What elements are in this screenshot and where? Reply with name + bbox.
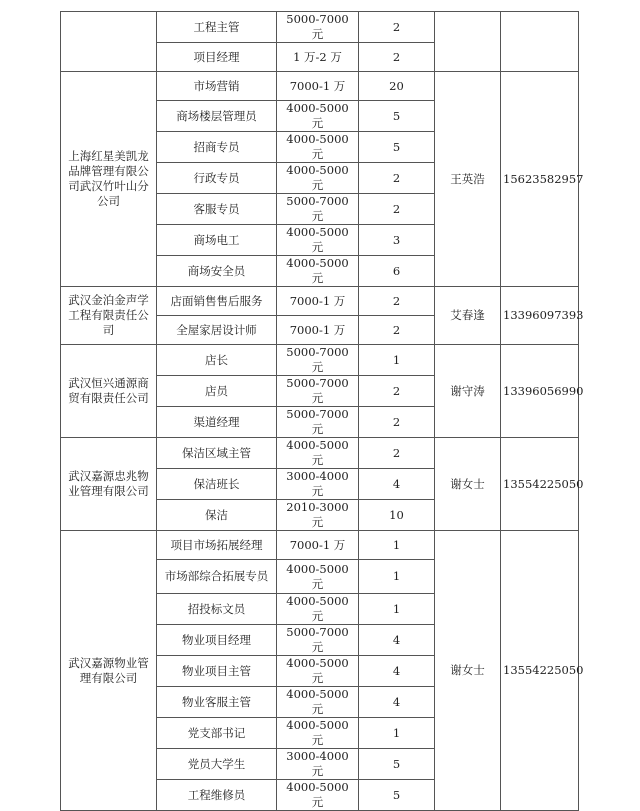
count-cell: 1	[359, 345, 435, 376]
count-cell: 2	[359, 194, 435, 225]
table-row	[61, 287, 579, 316]
table-row	[61, 531, 579, 560]
contact-cell	[435, 12, 501, 72]
count-cell: 5	[359, 101, 435, 132]
recruitment-table	[60, 11, 584, 811]
count-cell: 3	[359, 225, 435, 256]
salary-cell: 4000-5000 元	[277, 163, 359, 194]
contact-cell: 谢女士	[435, 531, 501, 811]
count-cell: 10	[359, 500, 435, 531]
position-cell: 物业项目经理	[157, 625, 277, 656]
contact-cell: 谢守涛	[435, 345, 501, 438]
count-cell: 1	[359, 560, 435, 594]
count-cell: 5	[359, 749, 435, 780]
salary-cell: 5000-7000 元	[277, 625, 359, 656]
count-cell: 1	[359, 718, 435, 749]
phone-cell: 13396097393	[501, 287, 579, 345]
position-cell: 党支部书记	[157, 718, 277, 749]
phone-cell: 13396056990	[501, 345, 579, 438]
company-cell: 武汉恒兴通源商贸有限责任公司	[61, 345, 157, 438]
count-cell: 4	[359, 469, 435, 500]
company-cell: 上海红星美凯龙品牌管理有限公司武汉竹叶山分公司	[61, 72, 157, 287]
position-cell: 店员	[157, 376, 277, 407]
salary-cell: 1 万-2 万	[277, 43, 359, 72]
position-cell: 全屋家居设计师	[157, 316, 277, 345]
table-body	[61, 12, 584, 811]
salary-cell: 3000-4000 元	[277, 749, 359, 780]
position-cell: 招商专员	[157, 132, 277, 163]
salary-cell: 3000-4000 元	[277, 469, 359, 500]
position-cell: 店长	[157, 345, 277, 376]
count-cell: 4	[359, 656, 435, 687]
position-cell: 客服专员	[157, 194, 277, 225]
count-cell: 1	[359, 594, 435, 625]
count-cell: 2	[359, 316, 435, 345]
salary-cell: 4000-5000 元	[277, 132, 359, 163]
position-cell: 商场楼层管理员	[157, 101, 277, 132]
salary-cell: 7000-1 万	[277, 72, 359, 101]
salary-cell: 5000-7000 元	[277, 407, 359, 438]
salary-cell: 4000-5000 元	[277, 438, 359, 469]
count-cell: 20	[359, 72, 435, 101]
position-cell: 项目市场拓展经理	[157, 531, 277, 560]
contact-cell: 谢女士	[435, 438, 501, 531]
position-cell: 工程维修员	[157, 780, 277, 811]
salary-cell: 4000-5000 元	[277, 718, 359, 749]
phone-cell: 15623582957	[501, 72, 579, 287]
count-cell: 5	[359, 132, 435, 163]
count-cell: 2	[359, 376, 435, 407]
salary-cell: 4000-5000 元	[277, 225, 359, 256]
table-row	[61, 12, 579, 43]
company-cell	[61, 12, 157, 72]
salary-cell: 5000-7000 元	[277, 12, 359, 43]
position-cell: 项目经理	[157, 43, 277, 72]
contact-cell: 艾春逢	[435, 287, 501, 345]
salary-cell: 7000-1 万	[277, 531, 359, 560]
salary-cell: 4000-5000 元	[277, 560, 359, 594]
salary-cell: 5000-7000 元	[277, 345, 359, 376]
salary-cell: 5000-7000 元	[277, 376, 359, 407]
table-row	[61, 345, 579, 376]
salary-cell: 4000-5000 元	[277, 656, 359, 687]
table-row	[61, 438, 579, 469]
salary-cell: 4000-5000 元	[277, 780, 359, 811]
position-cell: 党员大学生	[157, 749, 277, 780]
position-cell: 商场电工	[157, 225, 277, 256]
table-row	[61, 72, 579, 101]
position-cell: 工程主管	[157, 12, 277, 43]
phone-cell: 13554225050	[501, 438, 579, 531]
count-cell: 2	[359, 407, 435, 438]
count-cell: 2	[359, 12, 435, 43]
position-cell: 招投标文员	[157, 594, 277, 625]
contact-cell: 王英浩	[435, 72, 501, 287]
company-cell: 武汉嘉源忠兆物业管理有限公司	[61, 438, 157, 531]
salary-cell: 2010-3000 元	[277, 500, 359, 531]
salary-cell: 4000-5000 元	[277, 594, 359, 625]
count-cell: 4	[359, 625, 435, 656]
position-cell: 保洁	[157, 500, 277, 531]
salary-cell: 4000-5000 元	[277, 256, 359, 287]
position-cell: 店面销售售后服务	[157, 287, 277, 316]
count-cell: 4	[359, 687, 435, 718]
position-cell: 市场部综合拓展专员	[157, 560, 277, 594]
count-cell: 2	[359, 287, 435, 316]
position-cell: 市场营销	[157, 72, 277, 101]
count-cell: 2	[359, 43, 435, 72]
position-cell: 物业项目主管	[157, 656, 277, 687]
salary-cell: 4000-5000 元	[277, 687, 359, 718]
salary-cell: 7000-1 万	[277, 316, 359, 345]
count-cell: 6	[359, 256, 435, 287]
position-cell: 渠道经理	[157, 407, 277, 438]
position-cell: 商场安全员	[157, 256, 277, 287]
position-cell: 物业客服主管	[157, 687, 277, 718]
salary-cell: 7000-1 万	[277, 287, 359, 316]
phone-cell	[501, 12, 579, 72]
salary-cell: 4000-5000 元	[277, 101, 359, 132]
phone-cell: 13554225050	[501, 531, 579, 811]
company-cell: 武汉嘉源物业管理有限公司	[61, 531, 157, 811]
position-cell: 保洁区域主管	[157, 438, 277, 469]
salary-cell: 5000-7000 元	[277, 194, 359, 225]
position-cell: 行政专员	[157, 163, 277, 194]
count-cell: 2	[359, 163, 435, 194]
count-cell: 1	[359, 531, 435, 560]
company-cell: 武汉金泊金声学工程有限责任公司	[61, 287, 157, 345]
position-cell: 保洁班长	[157, 469, 277, 500]
count-cell: 2	[359, 438, 435, 469]
count-cell: 5	[359, 780, 435, 811]
